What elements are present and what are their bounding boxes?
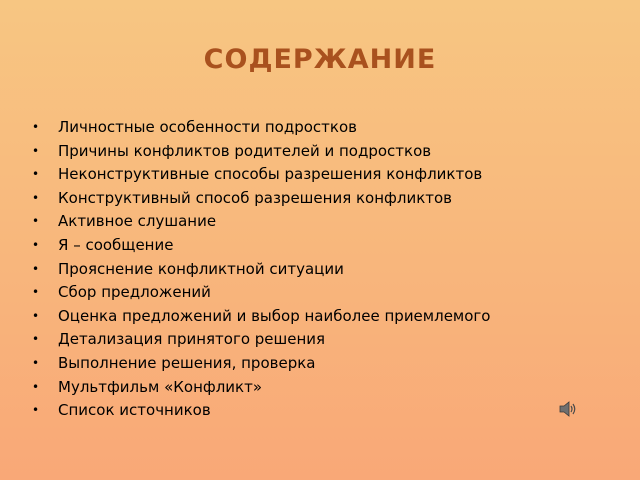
- contents-list: [30, 116, 490, 423]
- list-item[interactable]: [30, 376, 490, 400]
- list-item[interactable]: [30, 258, 490, 282]
- list-item-label: Мультфильм «Конфликт»: [58, 377, 263, 396]
- list-item-label: Список источников: [58, 401, 211, 420]
- bullet-icon: •: [32, 308, 40, 323]
- list-item[interactable]: [30, 234, 490, 258]
- list-item-label: Сбор предложений: [58, 283, 211, 302]
- list-item[interactable]: [30, 399, 490, 423]
- bullet-icon: •: [32, 143, 40, 158]
- list-item[interactable]: [30, 116, 490, 140]
- bullet-icon: •: [32, 355, 40, 370]
- list-item-label: Оценка предложений и выбор наиболее приемлемого: [58, 306, 491, 325]
- list-item-label: Прояснение конфликтной ситуации: [58, 259, 344, 278]
- bullet-icon: •: [32, 120, 40, 134]
- list-item[interactable]: [30, 281, 490, 305]
- list-item[interactable]: [30, 328, 490, 352]
- bullet-icon: •: [32, 285, 40, 300]
- list-item[interactable]: [30, 305, 490, 329]
- speaker-icon[interactable]: [558, 400, 578, 418]
- list-item[interactable]: [30, 210, 490, 234]
- bullet-icon: •: [32, 379, 40, 394]
- list-item-label: Я – сообщение: [58, 235, 174, 254]
- list-item-label: Причины конфликтов родителей и подростков: [58, 141, 432, 160]
- bullet-icon: •: [32, 403, 40, 418]
- bullet-icon: •: [32, 190, 40, 205]
- list-item[interactable]: [30, 352, 490, 376]
- list-item[interactable]: [30, 163, 490, 187]
- bullet-icon: •: [32, 237, 40, 252]
- list-item-label: Выполнение решения, проверка: [58, 353, 316, 372]
- list-item-label: Детализация принятого решения: [58, 330, 326, 349]
- bullet-icon: •: [32, 332, 40, 347]
- list-item[interactable]: [30, 187, 490, 211]
- list-item-label: Личностные особенности подростков: [58, 118, 357, 136]
- list-item[interactable]: [30, 140, 490, 164]
- slide-title: СОДЕРЖАНИЕ: [203, 44, 437, 75]
- list-item-label: Активное слушание: [58, 212, 217, 231]
- list-item-label: Неконструктивные способы разрешения конфликтов: [58, 165, 483, 184]
- list-item-label: Конструктивный способ разрешения конфликтов: [58, 188, 453, 207]
- bullet-icon: •: [32, 261, 40, 276]
- bullet-icon: •: [32, 167, 40, 182]
- bullet-icon: •: [32, 214, 40, 229]
